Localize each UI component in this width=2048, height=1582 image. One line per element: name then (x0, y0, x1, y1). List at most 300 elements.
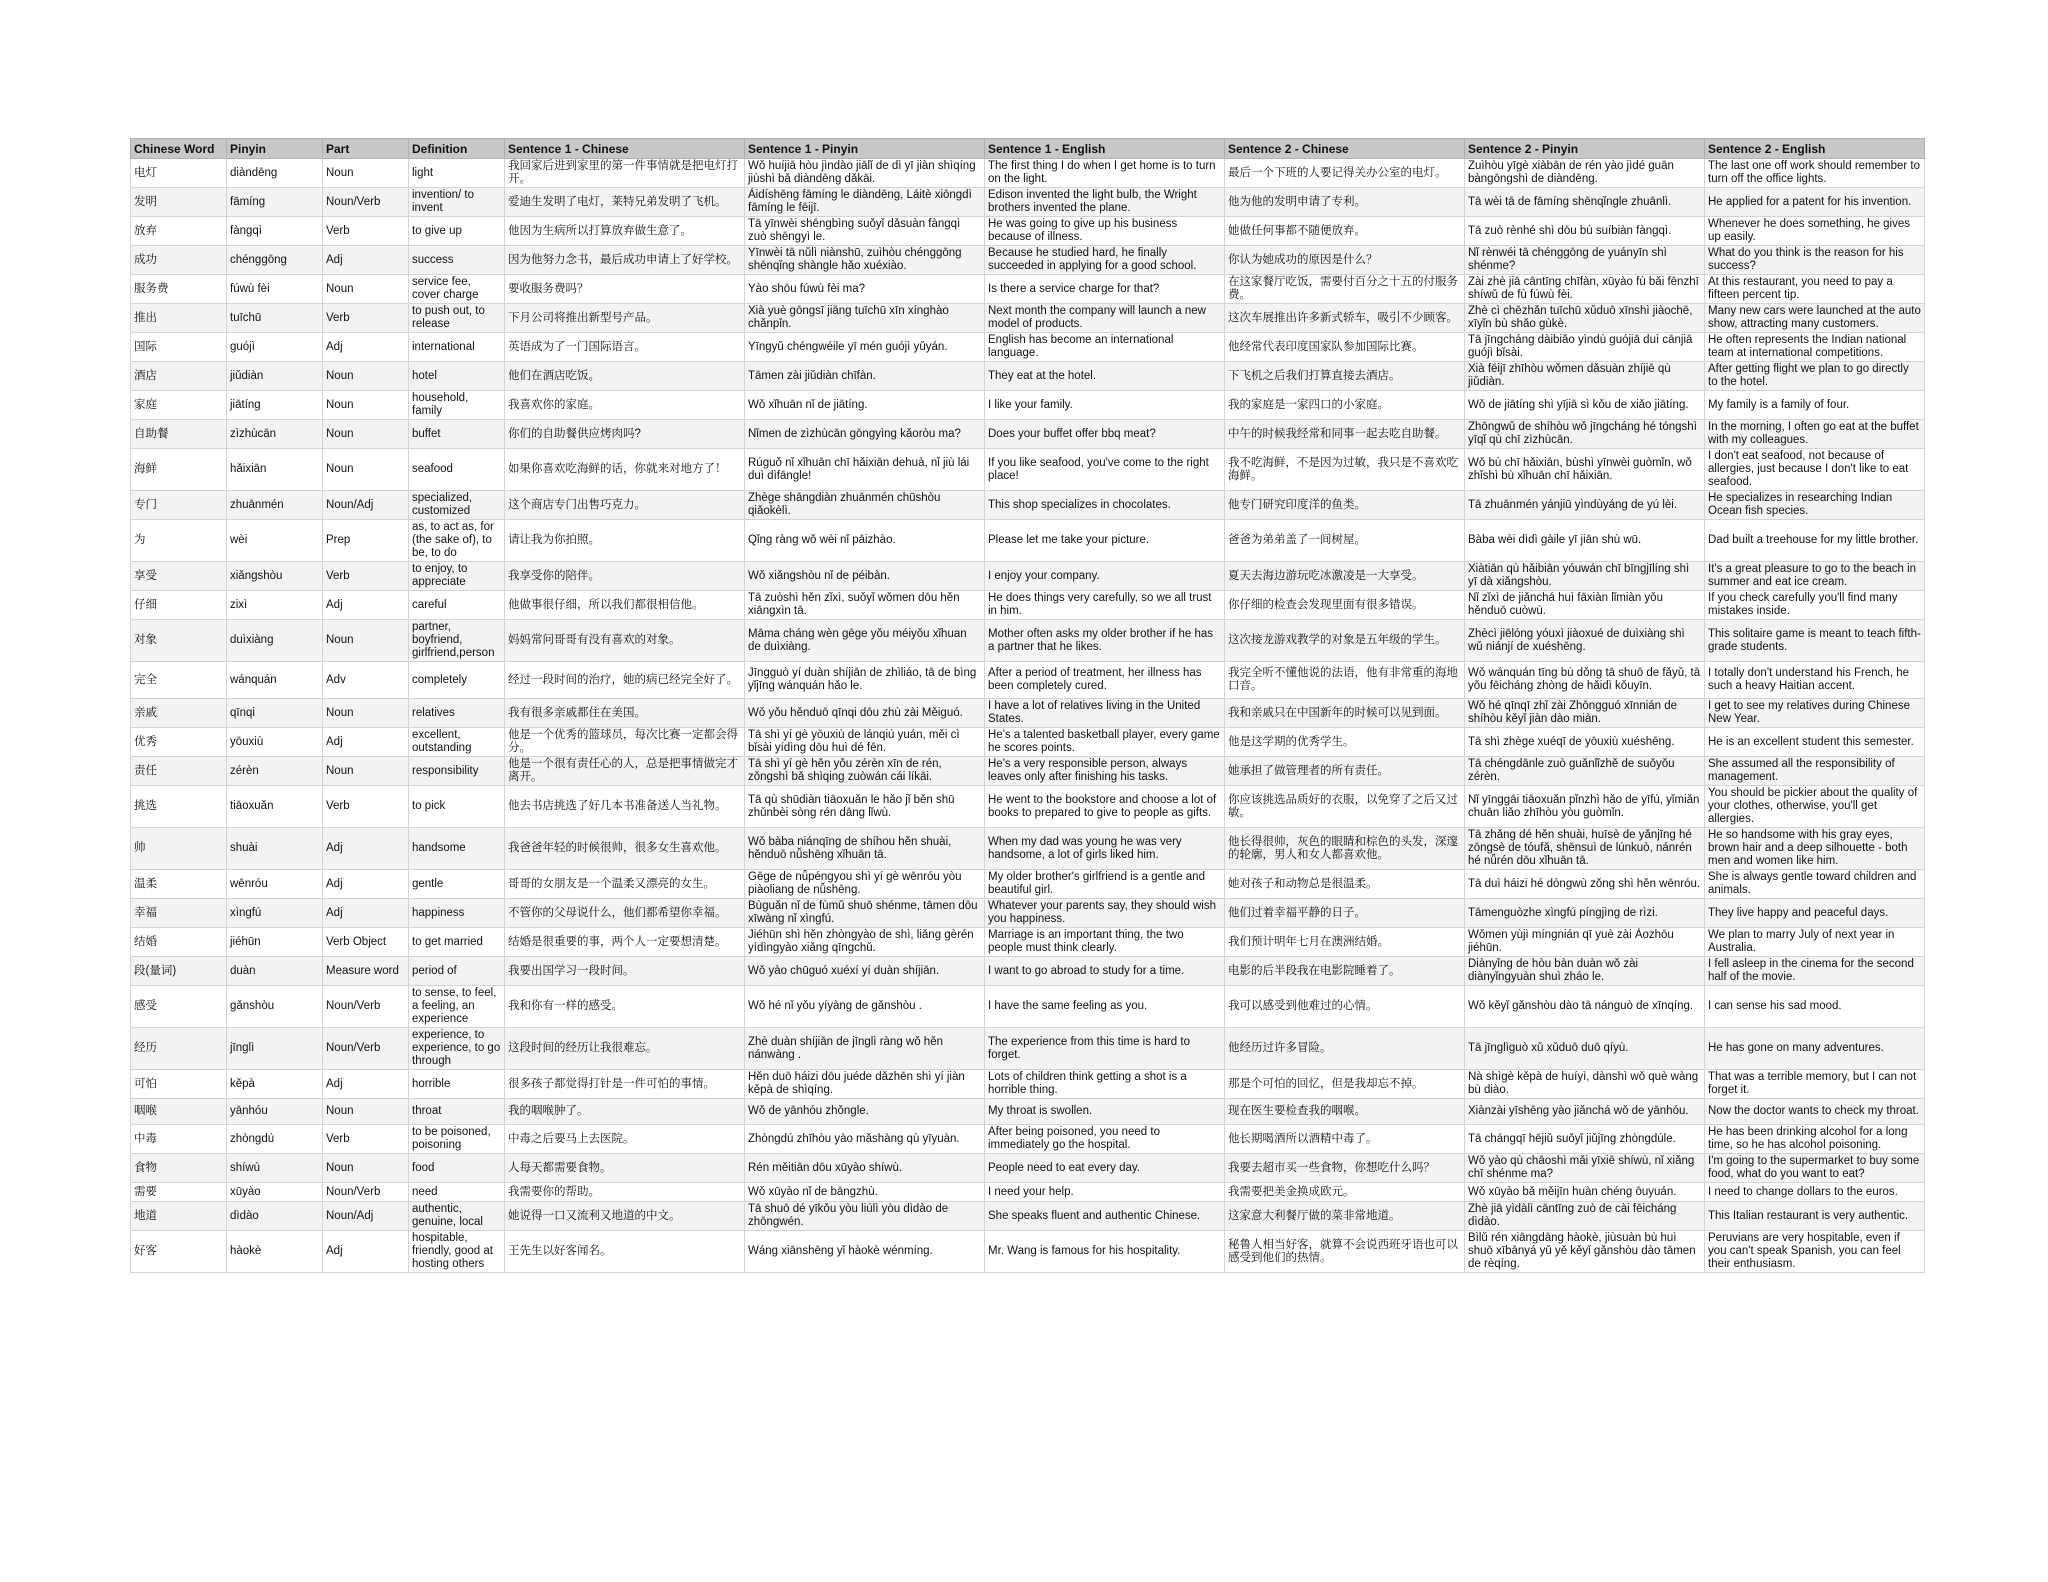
table-cell: Whenever he does something, he gives up easily. (1705, 217, 1925, 246)
table-cell: 服务费 (131, 275, 227, 304)
table-cell: Noun/Verb (323, 188, 409, 217)
table-cell: 我需要把美金换成欧元。 (1225, 1183, 1465, 1202)
table-row (131, 391, 1925, 420)
table-cell: People need to eat every day. (985, 1154, 1225, 1183)
table-row (131, 246, 1925, 275)
table-cell: 仔细 (131, 591, 227, 620)
table-cell: You should be pickier about the quality of your clothes, otherwise, you'll get allergies. (1705, 786, 1925, 828)
table-cell: Mr. Wang is famous for his hospitality. (985, 1231, 1225, 1273)
table-cell: 英语成为了一门国际语言。 (505, 333, 745, 362)
table-cell: 秘鲁人相当好客，就算不会说西班牙语也可以感受到他们的热情。 (1225, 1231, 1465, 1273)
table-cell: Nǐ rènwéi tā chénggōng de yuányīn shì shénme? (1465, 246, 1705, 275)
table-cell: I need to change dollars to the euros. (1705, 1183, 1925, 1202)
table-cell: She speaks fluent and authentic Chinese. (985, 1202, 1225, 1231)
table-cell: 这家意大利餐厅做的菜非常地道。 (1225, 1202, 1465, 1231)
table-cell: 责任 (131, 757, 227, 786)
table-cell: 哥哥的女朋友是一个温柔又漂亮的女生。 (505, 870, 745, 899)
table-row (131, 333, 1925, 362)
column-header: Sentence 2 - English (1705, 139, 1925, 159)
table-cell: success (409, 246, 505, 275)
table-cell: happiness (409, 899, 505, 928)
table-cell: hotel (409, 362, 505, 391)
table-cell: to sense, to feel, a feeling, an experience (409, 986, 505, 1028)
table-cell: Wǒ kěyǐ gǎnshòu dào tā nánguò de xīnqíng. (1465, 986, 1705, 1028)
table-cell: 我的咽喉肿了。 (505, 1099, 745, 1125)
table-cell: zhuānmén (227, 491, 323, 520)
table-row (131, 728, 1925, 757)
table-cell: 我需要你的帮助。 (505, 1183, 745, 1202)
table-cell: 享受 (131, 562, 227, 591)
column-header: Sentence 2 - Chinese (1225, 139, 1465, 159)
table-cell: 夏天去海边游玩吃冰激凌是一大享受。 (1225, 562, 1465, 591)
table-cell: 我爸爸年轻的时候很帅，很多女生喜欢他。 (505, 828, 745, 870)
table-row (131, 1154, 1925, 1183)
table-cell: Māma cháng wèn gēge yǒu méiyǒu xǐhuan de duìxiàng. (745, 620, 985, 662)
table-cell: 我的家庭是一家四口的小家庭。 (1225, 391, 1465, 420)
table-cell: If you check carefully you'll find many mistakes inside. (1705, 591, 1925, 620)
table-cell: 他长期喝酒所以酒精中毒了。 (1225, 1125, 1465, 1154)
table-cell: Tā wèi tā de fāmíng shēnqǐngle zhuānlì. (1465, 188, 1705, 217)
table-cell: 亲戚 (131, 699, 227, 728)
table-cell: 这个商店专门出售巧克力。 (505, 491, 745, 520)
table-cell: 地道 (131, 1202, 227, 1231)
table-cell: Noun (323, 1154, 409, 1183)
table-cell: 温柔 (131, 870, 227, 899)
table-cell: Wáng xiānshēng yǐ hàokè wénmíng. (745, 1231, 985, 1273)
table-row (131, 420, 1925, 449)
table-cell: gentle (409, 870, 505, 899)
table-cell: 国际 (131, 333, 227, 362)
table-cell: 你仔细的检查会发现里面有很多错误。 (1225, 591, 1465, 620)
table-cell: Wǒ xūyào nǐ de bāngzhù. (745, 1183, 985, 1202)
table-cell: guójì (227, 333, 323, 362)
table-cell: The first thing I do when I get home is to turn on the light. (985, 159, 1225, 188)
table-cell: 我要出国学习一段时间。 (505, 957, 745, 986)
table-cell: Wǒ huíjiā hòu jìndào jiālǐ de dì yī jiàn shìqíng jiùshì bǎ diàndēng dǎkāi. (745, 159, 985, 188)
table-cell: 优秀 (131, 728, 227, 757)
table-cell: 他是这学期的优秀学生。 (1225, 728, 1465, 757)
table-cell: Tā jīngcháng dàibiǎo yìndù guójiā duì cānjiā guójì bǐsài. (1465, 333, 1705, 362)
table-cell: 经过一段时间的治疗，她的病已经完全好了。 (505, 662, 745, 699)
table-cell: Tā shì yí gè yōuxiù de lánqiú yuán, měi cì bǐsài yídìng dōu huì dé fēn. (745, 728, 985, 757)
table-cell: Because he studied hard, he finally succeeded in applying for a good school. (985, 246, 1225, 275)
table-cell: This solitaire game is meant to teach fifth-grade students. (1705, 620, 1925, 662)
table-row (131, 188, 1925, 217)
table-cell: Edison invented the light bulb, the Wright brothers invented the plane. (985, 188, 1225, 217)
table-cell: xūyào (227, 1183, 323, 1202)
table-cell: He has gone on many adventures. (1705, 1028, 1925, 1070)
table-row (131, 362, 1925, 391)
table-cell: 下飞机之后我们打算直接去酒店。 (1225, 362, 1465, 391)
table-cell: 爸爸为弟弟盖了一间树屋。 (1225, 520, 1465, 562)
table-row (131, 662, 1925, 699)
table-cell: 不管你的父母说什么，他们都希望你幸福。 (505, 899, 745, 928)
table-cell: Wǒ hé nǐ yǒu yíyàng de gǎnshòu . (745, 986, 985, 1028)
table-cell: 那是个可怕的回忆，但是我却忘不掉。 (1225, 1070, 1465, 1099)
table-cell: Zhòngdú zhīhòu yào mǎshàng qù yīyuàn. (745, 1125, 985, 1154)
table-cell: 经历 (131, 1028, 227, 1070)
table-cell: Wǒ yào qù chāoshì mǎi yīxiē shíwù, nǐ xiǎng chī shénme ma? (1465, 1154, 1705, 1183)
table-cell: to push out, to release (409, 304, 505, 333)
table-cell: 电影的后半段我在电影院睡着了。 (1225, 957, 1465, 986)
table-cell: 我们预计明年七月在澳洲结婚。 (1225, 928, 1465, 957)
table-cell: 我完全听不懂他说的法语，他有非常重的海地口音。 (1225, 662, 1465, 699)
table-cell: That was a terrible memory, but I can not forget it. (1705, 1070, 1925, 1099)
table-cell: 我有很多亲戚都住在美国。 (505, 699, 745, 728)
table-cell: need (409, 1183, 505, 1202)
table-cell: 段(量词) (131, 957, 227, 986)
table-cell: 咽喉 (131, 1099, 227, 1125)
table-cell: Noun (323, 449, 409, 491)
table-cell: xiǎngshòu (227, 562, 323, 591)
table-cell: 如果你喜欢吃海鲜的话，你就来对地方了！ (505, 449, 745, 491)
table-cell: Tā duì háizi hé dòngwù zǒng shì hěn wēnróu. (1465, 870, 1705, 899)
table-cell: zixì (227, 591, 323, 620)
table-cell: 成功 (131, 246, 227, 275)
table-cell: wēnróu (227, 870, 323, 899)
table-cell: jiātíng (227, 391, 323, 420)
header-row (131, 139, 1925, 159)
table-cell: 她说得一口又流利又地道的中文。 (505, 1202, 745, 1231)
table-cell: Please let me take your picture. (985, 520, 1225, 562)
table-cell: Does your buffet offer bbq meat? (985, 420, 1225, 449)
table-cell: Wǒ xiǎngshòu nǐ de péibàn. (745, 562, 985, 591)
table-cell: to enjoy, to appreciate (409, 562, 505, 591)
table-cell: zhòngdú (227, 1125, 323, 1154)
table-cell: 中毒 (131, 1125, 227, 1154)
column-header: Definition (409, 139, 505, 159)
table-cell: Dad built a treehouse for my little brother. (1705, 520, 1925, 562)
table-cell: Nà shìgè kěpà de huíyì, dànshì wǒ què wàng bù diào. (1465, 1070, 1705, 1099)
table-cell: 他是一个优秀的篮球员，每次比赛一定都会得分。 (505, 728, 745, 757)
table-cell: Nǐ yīnggāi tiāoxuǎn pǐnzhì hǎo de yīfú, yǐmiǎn chuān liǎo zhīhòu yòu guòmǐn. (1465, 786, 1705, 828)
table-cell: English has become an international language. (985, 333, 1225, 362)
table-cell: Mother often asks my older brother if he has a partner that he likes. (985, 620, 1225, 662)
table-cell: Noun (323, 362, 409, 391)
table-cell: He's a very responsible person, always leaves only after finishing his tasks. (985, 757, 1225, 786)
table-cell: Zhège shāngdiàn zhuānmén chūshòu qiǎokèlì. (745, 491, 985, 520)
table-cell: He often represents the Indian national team at international competitions. (1705, 333, 1925, 362)
table-cell: Rén měitiān dōu xūyào shíwù. (745, 1154, 985, 1183)
table-cell: jiéhūn (227, 928, 323, 957)
table-row (131, 562, 1925, 591)
table-cell: Verb (323, 217, 409, 246)
table-cell: 请让我为你拍照。 (505, 520, 745, 562)
table-cell: My older brother's girlfriend is a gentle and beautiful girl. (985, 870, 1225, 899)
table-cell: Tā shì zhège xuéqī de yōuxiù xuéshēng. (1465, 728, 1705, 757)
table-cell: 帅 (131, 828, 227, 870)
table-cell: to pick (409, 786, 505, 828)
table-cell: He's a talented basketball player, every game he scores points. (985, 728, 1225, 757)
table-cell: Noun (323, 275, 409, 304)
table-cell: Àidíshēng fāmíng le diàndēng, Láitè xiōngdì fāmíng le fēijī. (745, 188, 985, 217)
table-row (131, 1099, 1925, 1125)
table-cell: tiāoxuǎn (227, 786, 323, 828)
table-cell: experience, to experience, to go through (409, 1028, 505, 1070)
column-header: Part (323, 139, 409, 159)
table-cell: 幸福 (131, 899, 227, 928)
table-cell: Tāmen zài jiǔdiàn chīfàn. (745, 362, 985, 391)
table-cell: After getting flight we plan to go directly to the hotel. (1705, 362, 1925, 391)
table-cell: 挑选 (131, 786, 227, 828)
table-cell: 你们的自助餐供应烤肉吗? (505, 420, 745, 449)
table-cell: Gēge de nǚpéngyou shì yí gè wēnróu yòu piàoliang de nǚshēng. (745, 870, 985, 899)
table-cell: Verb (323, 562, 409, 591)
table-cell: yōuxiù (227, 728, 323, 757)
table-cell: 电灯 (131, 159, 227, 188)
column-header: Sentence 1 - Chinese (505, 139, 745, 159)
table-cell: This Italian restaurant is very authentic. (1705, 1202, 1925, 1231)
table-cell: At this restaurant, you need to pay a fifteen percent tip. (1705, 275, 1925, 304)
table-cell: 现在医生要检查我的咽喉。 (1225, 1099, 1465, 1125)
table-cell: authentic, genuine, local (409, 1202, 505, 1231)
table-cell: zìzhùcān (227, 420, 323, 449)
table-cell: service fee, cover charge (409, 275, 505, 304)
table-cell: careful (409, 591, 505, 620)
table-cell: 发明 (131, 188, 227, 217)
table-cell: Now the doctor wants to check my throat. (1705, 1099, 1925, 1125)
table-cell: international (409, 333, 505, 362)
table-cell: They eat at the hotel. (985, 362, 1225, 391)
table-cell: Jiéhūn shì hěn zhòngyào de shì, liǎng gèrén yídìngyào xiǎng qīngchǔ. (745, 928, 985, 957)
table-cell: jiǔdiàn (227, 362, 323, 391)
table-cell: Lots of children think getting a shot is a horrible thing. (985, 1070, 1225, 1099)
table-cell: Tāmenguòzhe xìngfú píngjìng de rìzi. (1465, 899, 1705, 928)
table-row (131, 1202, 1925, 1231)
table-cell: 他专门研究印度洋的鱼类。 (1225, 491, 1465, 520)
table-cell: Noun/Verb (323, 1183, 409, 1202)
table-cell: He has been drinking alcohol for a long time, so he has alcohol poisoning. (1705, 1125, 1925, 1154)
table-cell: He went to the bookstore and choose a lot of books to prepared to give to people as gifts. (985, 786, 1225, 828)
table-cell: Peruvians are very hospitable, even if you can't speak Spanish, you can feel their enthusiasm. (1705, 1231, 1925, 1273)
table-cell: excellent, outstanding (409, 728, 505, 757)
table-cell: Wǒ hé qīnqī zhǐ zài Zhōngguó xīnnián de shíhòu kěyǐ jiàn dào miàn. (1465, 699, 1705, 728)
table-row (131, 928, 1925, 957)
table-cell: 结婚 (131, 928, 227, 957)
table-row (131, 1183, 1925, 1202)
table-cell: Zhècì jiēlóng yóuxì jiàoxué de duìxiàng shì wǔ niánjí de xuéshēng. (1465, 620, 1705, 662)
table-cell: Tā shuō dé yīkǒu yòu liúlì yòu dìdào de zhōngwén. (745, 1202, 985, 1231)
table-cell: Adj (323, 728, 409, 757)
table-cell: Zuìhòu yīgè xiàbān de rén yào jìdé guān bàngōngshì de diàndēng. (1465, 159, 1705, 188)
table-cell: wánquán (227, 662, 323, 699)
table-cell: He is an excellent student this semester. (1705, 728, 1925, 757)
table-row (131, 957, 1925, 986)
table-cell: In the morning, I often go eat at the buffet with my colleagues. (1705, 420, 1925, 449)
table-cell: 他长得很帅，灰色的眼睛和棕色的头发，深邃的轮廓，男人和女人都喜欢他。 (1225, 828, 1465, 870)
table-cell: Is there a service charge for that? (985, 275, 1225, 304)
table-cell: 我和你有一样的感受。 (505, 986, 745, 1028)
table-cell: 需要 (131, 1183, 227, 1202)
table-cell: My family is a family of four. (1705, 391, 1925, 420)
table-cell: 海鲜 (131, 449, 227, 491)
table-cell: 人每天都需要食物。 (505, 1154, 745, 1183)
table-cell: hospitable, friendly, good at hosting others (409, 1231, 505, 1273)
table-cell: What do you think is the reason for his success? (1705, 246, 1925, 275)
table-cell: 下月公司将推出新型号产品。 (505, 304, 745, 333)
table-cell: yānhóu (227, 1099, 323, 1125)
table-cell: He applied for a patent for his invention. (1705, 188, 1925, 217)
table-cell: relatives (409, 699, 505, 728)
table-cell: 这段时间的经历让我很难忘。 (505, 1028, 745, 1070)
table-cell: 这次车展推出许多新式轿车，吸引不少顾客。 (1225, 304, 1465, 333)
table-cell: Wǒ wánquán tīng bù dǒng tā shuō de fǎyǔ, tā yǒu fēicháng zhòng de hǎidì kǒuyīn. (1465, 662, 1705, 699)
table-cell: Yīngyǔ chéngwéile yī mén guójì yǔyán. (745, 333, 985, 362)
table-cell: 结婚是很重要的事，两个人一定要想清楚。 (505, 928, 745, 957)
table-cell: Noun (323, 391, 409, 420)
table-cell: Noun (323, 420, 409, 449)
table-cell: Adj (323, 1070, 409, 1099)
table-cell: Bàba wèi dìdì gàile yī jiān shù wū. (1465, 520, 1705, 562)
table-cell: duàn (227, 957, 323, 986)
table-cell: seafood (409, 449, 505, 491)
table-cell: I fell asleep in the cinema for the second half of the movie. (1705, 957, 1925, 986)
table-cell: I enjoy your company. (985, 562, 1225, 591)
table-cell: 我回家后进到家里的第一件事情就是把电灯打开。 (505, 159, 745, 188)
table-cell: 最后一个下班的人要记得关办公室的电灯。 (1225, 159, 1465, 188)
table-cell: Wǒ xǐhuān nǐ de jiātíng. (745, 391, 985, 420)
table-cell: hǎixiān (227, 449, 323, 491)
table-cell: hàokè (227, 1231, 323, 1273)
table-cell: 专门 (131, 491, 227, 520)
table-cell: Hěn duō háizi dōu juéde dǎzhēn shì yí jiàn kěpà de shìqíng. (745, 1070, 985, 1099)
table-cell: partner, boyfriend, girlfriend,person (409, 620, 505, 662)
table-cell: Bìlǔ rén xiāngdāng hàokè, jiùsuàn bù huì shuō xībānyá yǔ yě kěyǐ gǎnshòu dào tāmen de rèqíng. (1465, 1231, 1705, 1273)
table-cell: Tā yīnwèi shēngbìng suǒyǐ dǎsuàn fàngqì zuò shēngyì le. (745, 217, 985, 246)
table-cell: Wǒ de yānhóu zhǒngle. (745, 1099, 985, 1125)
table-cell: 我和亲戚只在中国新年的时候可以见到面。 (1225, 699, 1465, 728)
table-row (131, 620, 1925, 662)
table-cell: The experience from this time is hard to forget. (985, 1028, 1225, 1070)
table-cell: 完全 (131, 662, 227, 699)
table-cell: 她对孩子和动物总是很温柔。 (1225, 870, 1465, 899)
table-cell: Zhè cì chēzhǎn tuīchū xǔduō xīnshì jiàochē, xīyǐn bù shǎo gùkè. (1465, 304, 1705, 333)
table-cell: Tā shì yí gè hěn yǒu zérèn xīn de rén, zǒngshì bǎ shìqing zuòwán cái líkāi. (745, 757, 985, 786)
table-row (131, 786, 1925, 828)
table-cell: 家庭 (131, 391, 227, 420)
table-cell: 你应该挑选品质好的衣服，以免穿了之后又过敏。 (1225, 786, 1465, 828)
table-cell: Bùguǎn nǐ de fùmǔ shuō shénme, tāmen dōu xīwàng nǐ xìngfú. (745, 899, 985, 928)
table-row (131, 159, 1925, 188)
table-cell: gǎnshòu (227, 986, 323, 1028)
table-cell: 我可以感受到他难过的心情。 (1225, 986, 1465, 1028)
table-cell: Whatever your parents say, they should wish you happiness. (985, 899, 1225, 928)
table-row (131, 1070, 1925, 1099)
table-cell: shuài (227, 828, 323, 870)
table-cell: Verb (323, 786, 409, 828)
table-cell: I have a lot of relatives living in the United States. (985, 699, 1225, 728)
table-cell: Nǐ zǐxì de jiǎnchá huì fāxiàn lǐmiàn yǒu hěnduō cuòwù. (1465, 591, 1705, 620)
column-header: Sentence 1 - Pinyin (745, 139, 985, 159)
table-cell: to be poisoned, poisoning (409, 1125, 505, 1154)
table-cell: light (409, 159, 505, 188)
table-cell: Yīnwèi tā nǔlì niànshū, zuìhòu chénggōng shēnqǐng shàngle hǎo xuéxiào. (745, 246, 985, 275)
table-cell: throat (409, 1099, 505, 1125)
table-cell: 他是一个很有责任心的人，总是把事情做完才离开。 (505, 757, 745, 786)
table-cell: I like your family. (985, 391, 1225, 420)
table-cell: Noun (323, 757, 409, 786)
table-cell: 他经历过许多冒险。 (1225, 1028, 1465, 1070)
table-cell: 推出 (131, 304, 227, 333)
table-cell: Yào shōu fúwù fèi ma? (745, 275, 985, 304)
table-cell: Noun (323, 699, 409, 728)
table-cell: 食物 (131, 1154, 227, 1183)
table-cell: I want to go abroad to study for a time. (985, 957, 1225, 986)
table-row (131, 699, 1925, 728)
table-cell: He specializes in researching Indian Ocean fish species. (1705, 491, 1925, 520)
column-header: Sentence 1 - English (985, 139, 1225, 159)
table-cell: 妈妈常问哥哥有没有喜欢的对象。 (505, 620, 745, 662)
table-cell: Noun/Verb (323, 986, 409, 1028)
table-cell: 因为他努力念书，最后成功申请上了好学校。 (505, 246, 745, 275)
table-cell: fāmíng (227, 188, 323, 217)
table-cell: Tā jīnglìguò xǔ xǔduō duō qíyù. (1465, 1028, 1705, 1070)
table-cell: She assumed all the responsibility of management. (1705, 757, 1925, 786)
table-row (131, 1231, 1925, 1273)
table-cell: 我不吃海鲜，不是因为过敏，我只是不喜欢吃海鲜。 (1225, 449, 1465, 491)
table-cell: I can sense his sad mood. (1705, 986, 1925, 1028)
table-cell: Wǒ xūyào bǎ měijīn huàn chéng ōuyuán. (1465, 1183, 1705, 1202)
table-cell: Noun (323, 159, 409, 188)
table-cell: Tā zuò rènhé shì dōu bù suíbiàn fàngqì. (1465, 217, 1705, 246)
table-cell: Measure word (323, 957, 409, 986)
table-cell: Adj (323, 246, 409, 275)
table-cell: 放弃 (131, 217, 227, 246)
table-cell: She is always gentle toward children and animals. (1705, 870, 1925, 899)
table-cell: Adj (323, 333, 409, 362)
table-cell: Noun/Verb (323, 1028, 409, 1070)
table-cell: 在这家餐厅吃饭，需要付百分之十五的付服务费。 (1225, 275, 1465, 304)
table-cell: fúwù fèi (227, 275, 323, 304)
table-row (131, 275, 1925, 304)
column-header: Chinese Word (131, 139, 227, 159)
table-cell: Adj (323, 591, 409, 620)
table-cell: qīnqi (227, 699, 323, 728)
table-cell: Xià yuè gōngsī jiāng tuīchū xīn xínghào chǎnpǐn. (745, 304, 985, 333)
table-cell: diàndēng (227, 159, 323, 188)
table-cell: Wǒ yǒu hěnduō qīnqi dōu zhù zài Měiguó. (745, 699, 985, 728)
table-cell: Nǐmen de zìzhùcān gōngyìng kǎoròu ma? (745, 420, 985, 449)
table-cell: 为 (131, 520, 227, 562)
table-cell: Tā zhǎng dé hěn shuài, huīsè de yǎnjīng hé zōngsè de tóufǎ, shēnsuì de lúnkuò, nánrén hé nǚrén dōu xǐhuān tā. (1465, 828, 1705, 870)
table-cell: Tā zhuānmén yánjiū yìndùyáng de yú lèi. (1465, 491, 1705, 520)
table-cell: Noun/Adj (323, 491, 409, 520)
table-cell: 爱迪生发明了电灯，莱特兄弟发明了飞机。 (505, 188, 745, 217)
table-cell: I'm going to the supermarket to buy some food, what do you want to eat? (1705, 1154, 1925, 1183)
table-cell: 他们在酒店吃饭。 (505, 362, 745, 391)
table-cell: Tā zuòshì hěn zǐxì, suǒyǐ wǒmen dōu hěn xiāngxìn tā. (745, 591, 985, 620)
table-cell: 中午的时候我经常和同事一起去吃自助餐。 (1225, 420, 1465, 449)
table-cell: Adj (323, 899, 409, 928)
table-cell: jīnglì (227, 1028, 323, 1070)
table-cell: Wǒ bù chī hǎixiān, bùshì yīnwèi guòmǐn, wǒ zhǐshì bù xǐhuān chī hǎixiān. (1465, 449, 1705, 491)
table-cell: 要收服务费吗？ (505, 275, 745, 304)
table-cell: Wǒ yào chūguó xuéxí yí duàn shíjiān. (745, 957, 985, 986)
table-cell: Diànyǐng de hòu bàn duàn wǒ zài diànyǐngyuàn shuì zháo le. (1465, 957, 1705, 986)
table-cell: 可怕 (131, 1070, 227, 1099)
table-row (131, 1028, 1925, 1070)
table-cell: After a period of treatment, her illness has been completely cured. (985, 662, 1225, 699)
table-cell: kěpà (227, 1070, 323, 1099)
table-cell: I need your help. (985, 1183, 1225, 1202)
table-cell: Verb (323, 304, 409, 333)
table-cell: Verb (323, 1125, 409, 1154)
table-cell: I have the same feeling as you. (985, 986, 1225, 1028)
table-cell: 他经常代表印度国家队参加国际比赛。 (1225, 333, 1465, 362)
table-cell: Zài zhè jiā cāntīng chīfàn, xūyào fù bǎi fēnzhī shíwǔ de fù fúwù fèi. (1465, 275, 1705, 304)
table-cell: Noun/Adj (323, 1202, 409, 1231)
table-cell: 我要去超市买一些食物，你想吃什么吗？ (1225, 1154, 1465, 1183)
